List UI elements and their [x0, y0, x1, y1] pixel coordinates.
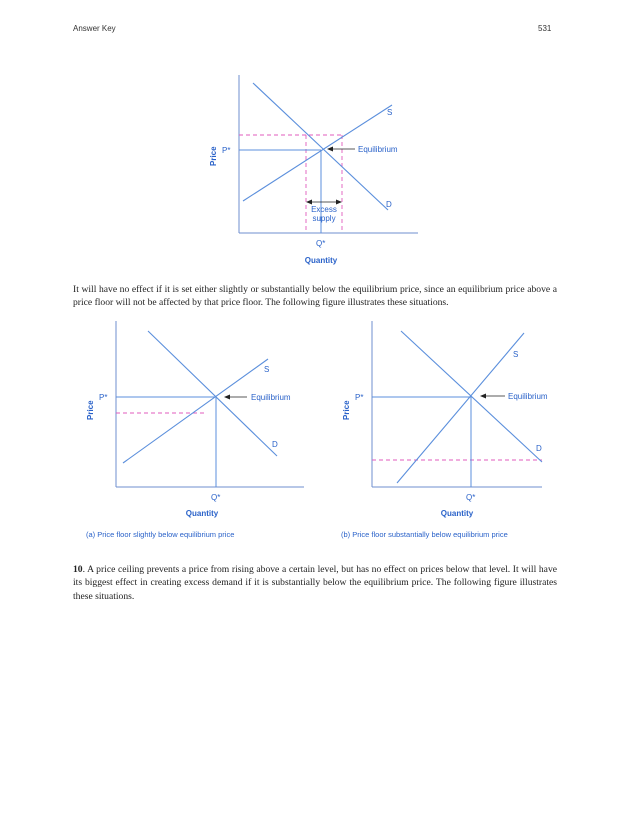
q-star-label: Q*: [211, 493, 221, 502]
excess-arrowhead-right: [336, 200, 342, 205]
demand-label: D: [536, 444, 542, 453]
x-axis-label: Quantity: [304, 256, 338, 265]
equilibrium-label: Equilibrium: [508, 392, 548, 401]
excess-arrowhead-left: [306, 200, 312, 205]
figure-b: [335, 315, 560, 545]
y-axis-label: Price: [86, 400, 95, 420]
q-star-label: Q*: [466, 493, 476, 502]
y-axis-label: Price: [209, 146, 218, 166]
figure-a: [80, 315, 315, 545]
equilibrium-arrowhead: [327, 147, 333, 152]
equilibrium-label: Equilibrium: [358, 145, 398, 154]
x-axis-label: Quantity: [185, 509, 219, 518]
excess-label-line2: supply: [312, 214, 336, 223]
running-header: Answer Key: [73, 24, 116, 33]
equilibrium-arrowhead: [224, 395, 230, 400]
q-star-label: Q*: [316, 239, 326, 248]
figure-a-caption: (a) Price floor slightly below equilibrium price: [86, 530, 235, 539]
x-axis-label: Quantity: [440, 509, 474, 518]
paragraph-2: [73, 563, 557, 603]
question-number: 10: [73, 564, 83, 575]
equilibrium-arrowhead: [480, 394, 486, 399]
equilibrium-label: Equilibrium: [251, 393, 291, 402]
paragraph-1: It will have no effect if it is set either slightly or substantially below the equilibrium price, since an equilibrium price above a price floor will not be affected by that price floor. The following figure illustrates these situations.: [73, 284, 557, 309]
figure-top: [200, 70, 440, 270]
supply-curve: [397, 333, 524, 483]
demand-label: D: [272, 440, 278, 449]
demand-label: D: [386, 200, 392, 209]
page-number: 531: [538, 24, 552, 33]
figure-b-caption: (b) Price floor substantially below equilibrium price: [341, 530, 508, 539]
p-star-label: P*: [99, 393, 108, 402]
p-star-label: P*: [355, 393, 364, 402]
supply-label: S: [264, 365, 270, 374]
supply-label: S: [513, 350, 519, 359]
p-star-label: P*: [222, 146, 231, 155]
y-axis-label: Price: [342, 400, 351, 420]
supply-label: S: [387, 108, 393, 117]
excess-label-line1: Excess: [311, 205, 337, 214]
paragraph-2-text: . A price ceiling prevents a price from rising above a certain level, but has no effect on prices below that level. It will have its biggest effect in creating excess demand if it is substantially below the equilibrium price. The following figure illustrates these situations.: [73, 564, 557, 602]
supply-curve: [123, 359, 268, 463]
